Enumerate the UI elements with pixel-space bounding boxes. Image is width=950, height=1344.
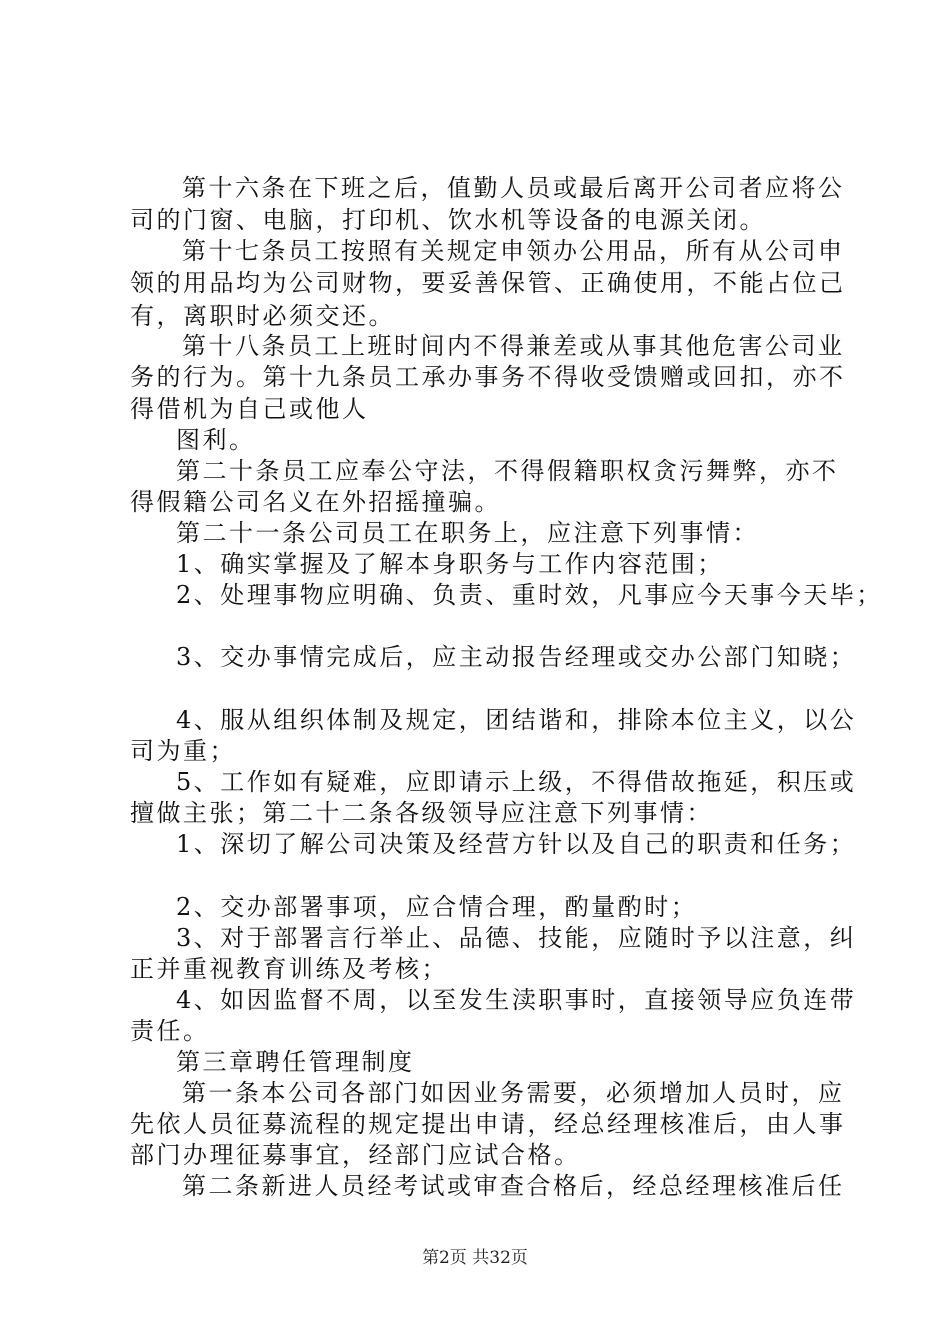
text-line: 擅做主张；第二十二条各级领导应注意下列事情： bbox=[130, 799, 713, 827]
page-number: 第2页 共32页 bbox=[422, 1248, 528, 1268]
text-line: 务的行为。第十九条员工承办事务不得收受馈赠或回扣，亦不 bbox=[130, 363, 846, 391]
text-line: 第十七条员工按照有关规定申领办公用品，所有从公司申 bbox=[182, 237, 845, 265]
text-line: 1、确实掌握及了解本身职务与工作内容范围； bbox=[176, 550, 724, 578]
text-line: 第十八条员工上班时间内不得兼差或从事其他危害公司业 bbox=[182, 332, 845, 360]
text-line: 第二十一条公司员工在职务上，应注意下列事情： bbox=[176, 519, 759, 547]
text-line: 3、交办事情完成后，应主动报告经理或交办公部门知晓； bbox=[176, 643, 857, 671]
text-line: 责任。 bbox=[130, 1017, 210, 1045]
text-line: 司为重； bbox=[130, 737, 236, 765]
text-line: 第十六条在下班之后，值勤人员或最后离开公司者应将公 bbox=[182, 174, 845, 202]
text-line: 4、服从组织体制及规定，团结谐和，排除本位主义，以公 bbox=[176, 706, 857, 734]
text-line: 1、深切了解公司决策及经营方针以及自己的职责和任务； bbox=[176, 830, 857, 858]
text-line: 先依人员征募流程的规定提出申请，经总经理核准后，由人事 bbox=[130, 1110, 846, 1138]
text-line: 图利。 bbox=[176, 426, 256, 454]
text-line: 第二十条员工应奉公守法，不得假籍职权贪污舞弊，亦不 bbox=[176, 457, 839, 485]
text-line: 5、工作如有疑难，应即请示上级，不得借故拖延，积压或 bbox=[176, 768, 857, 796]
text-line: 部门办理征募事宜，经部门应试合格。 bbox=[130, 1141, 581, 1169]
text-line: 第二条新进人员经考试或审查合格后，经总经理核准后任 bbox=[182, 1172, 845, 1200]
text-line: 有，离职时必须交还。 bbox=[130, 302, 395, 330]
text-line: 2、处理事物应明确、负责、重时效，凡事应今天事今天毕； bbox=[176, 581, 883, 609]
text-line: 司的门窗、电脑，打印机、饮水机等设备的电源关闭。 bbox=[130, 206, 766, 234]
text-line: 3、对于部署言行举止、品德、技能，应随时予以注意，纠 bbox=[176, 924, 857, 952]
text-line: 得借机为自己或他人 bbox=[130, 395, 369, 423]
text-line: 正并重视教育训练及考核； bbox=[130, 955, 448, 983]
section-heading: 第三章聘任管理制度 bbox=[176, 1048, 415, 1076]
text-line: 4、如因监督不周，以至发生渎职事时，直接领导应负连带 bbox=[176, 986, 857, 1014]
text-line: 第一条本公司各部门如因业务需要，必须增加人员时，应 bbox=[182, 1079, 845, 1107]
text-line: 领的用品均为公司财物，要妥善保管、正确使用，不能占位己 bbox=[130, 269, 846, 297]
text-line: 2、交办部署事项，应合情合理，酌量酌时； bbox=[176, 893, 698, 921]
text-line: 得假籍公司名义在外招摇撞骗。 bbox=[130, 488, 501, 516]
